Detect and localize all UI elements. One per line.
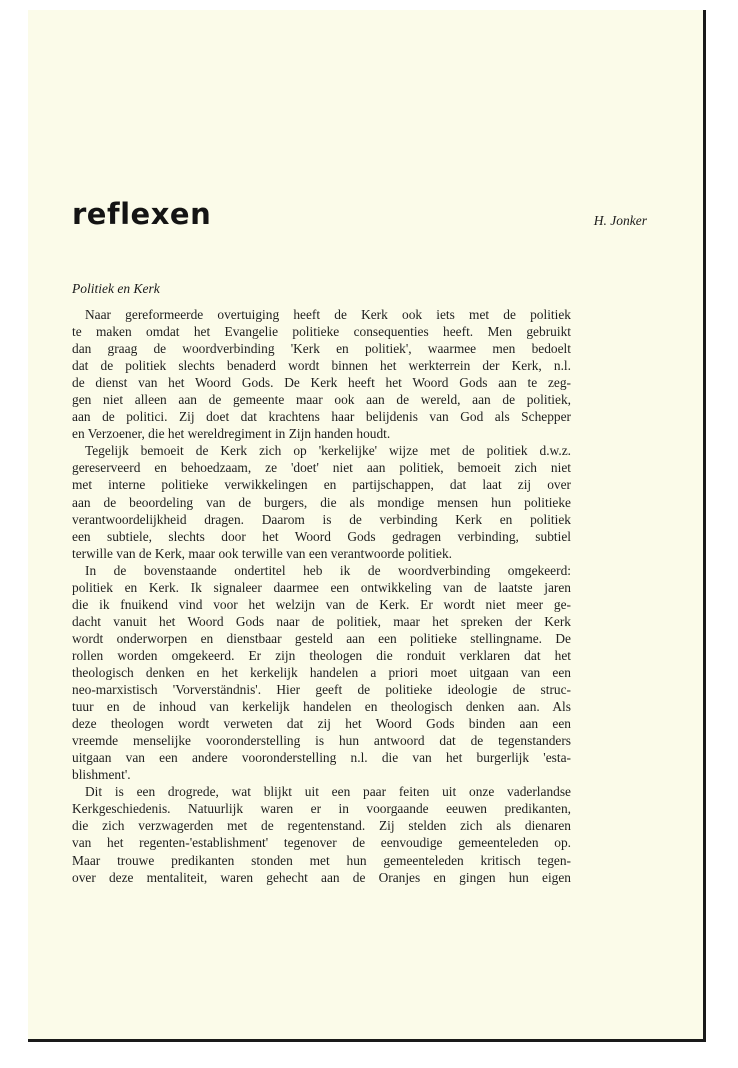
text-line: dan graag de woordverbinding 'Kerk en politiek', waarmee men bedoelt [72, 341, 571, 357]
text-line: terwille van de Kerk, maar ook terwille van een verantwoorde politiek. [72, 545, 452, 561]
text-line: aan de beoordeling van de burgers, die als mondige mensen hun politieke [72, 494, 571, 510]
text-line: neo-marxistisch 'Vorverständnis'. Hier geeft de politieke ideologie de struc- [72, 682, 571, 698]
text-line: gereserveerd en behoedzaam, ze 'doet' niet aan politiek, bemoeit zich niet [72, 460, 571, 476]
text-line: die zich verzwagerden met de regentenstand. Zij stelden zich als dienaren [72, 818, 571, 834]
text-line: te maken omdat het Evangelie politieke consequenties heeft. Men gebruikt [72, 324, 571, 340]
text-line: Naar gereformeerde overtuiging heeft de Kerk ook iets met de politiek [85, 307, 571, 322]
text-line: wordt onderworpen en dienstbaar gesteld aan een politieke stellingname. De [72, 630, 571, 646]
text-line: Maar trouwe predikanten stonden met hun gemeenteleden kritisch tegen- [72, 852, 571, 868]
section-title: Politiek en Kerk [72, 281, 160, 296]
text-line: een subtiele, slechts door het Woord Gods gedragen verbinding, subtiel [72, 528, 571, 544]
text-line: Kerkgeschiedenis. Natuurlijk waren er in voorgaande eeuwen predikanten, [72, 801, 571, 817]
text-line: dacht vanuit het Woord Gods naar de politiek, maar het spreken der Kerk [72, 613, 571, 629]
text-line: blishment'. [72, 767, 131, 783]
text-line: vreemde menselijke vooronderstelling is hun antwoord dat de tegenstanders [72, 733, 571, 749]
text-line: de dienst van het Woord Gods. De Kerk heeft het Woord Gods aan te zeg- [72, 375, 571, 391]
text-line: tuur en de inhoud van kerkelijk handelen en theologisch denken aan. Als [72, 699, 571, 715]
text-line: Tegelijk bemoeit de Kerk zich op 'kerkelijke' wijze met de politiek d.w.z. [85, 443, 571, 459]
article-body [72, 306, 571, 886]
page [28, 10, 706, 1042]
text-line: In de bovenstaande ondertitel heb ik de woordverbinding omgekeerd: [85, 562, 571, 578]
text-line: rollen worden omgekeerd. Er zijn theologen die ronduit verklaren dat het [72, 647, 571, 663]
text-line: politiek en Kerk. Ik signaleer daarmee een ontwikkeling van de laatste jaren [72, 579, 571, 595]
text-line: van het regenten-'establishment' tegenover de eenvoudige gemeenteleden op. [72, 835, 571, 851]
text-line: verantwoordelijkheid dragen. Daarom is de verbinding Kerk en politiek [72, 511, 571, 527]
author-name: H. Jonker [593, 213, 647, 228]
text-line: die ik fnuikend vind voor het welzijn van de Kerk. Er wordt niet meer ge- [72, 596, 571, 612]
text-line: met interne politieke verwikkelingen en partijschappen, dat laat zij over [72, 477, 571, 493]
text-line: theologisch denken en het kerkelijk handelen a priori moet uitgaan van een [72, 664, 571, 680]
text-line: en Verzoener, die het wereldregiment in Zijn handen houdt. [72, 426, 391, 442]
text-line: deze theologen wordt verweten dat zij het Woord Gods binden aan een [72, 716, 571, 732]
text-line: Dit is een drogrede, wat blijkt uit een paar feiten uit onze vaderlandse [85, 784, 571, 800]
text-line: over deze mentaliteit, waren gehecht aan de Oranjes en gingen hun eigen [72, 869, 571, 885]
text-line: aan de politici. Zij doet dat krachtens haar belijdenis van God als Schepper [72, 409, 571, 425]
masthead-title: reflexen [72, 197, 212, 231]
text-line: uitgaan van een andere vooronderstelling n.l. die van het burgerlijk 'esta- [72, 750, 571, 766]
text-line: dat de politiek slechts benaderd wordt binnen het werkterrein der Kerk, n.l. [72, 358, 571, 374]
text-line: gen niet alleen aan de gemeente maar ook aan de wereld, aan de politiek, [72, 392, 571, 408]
